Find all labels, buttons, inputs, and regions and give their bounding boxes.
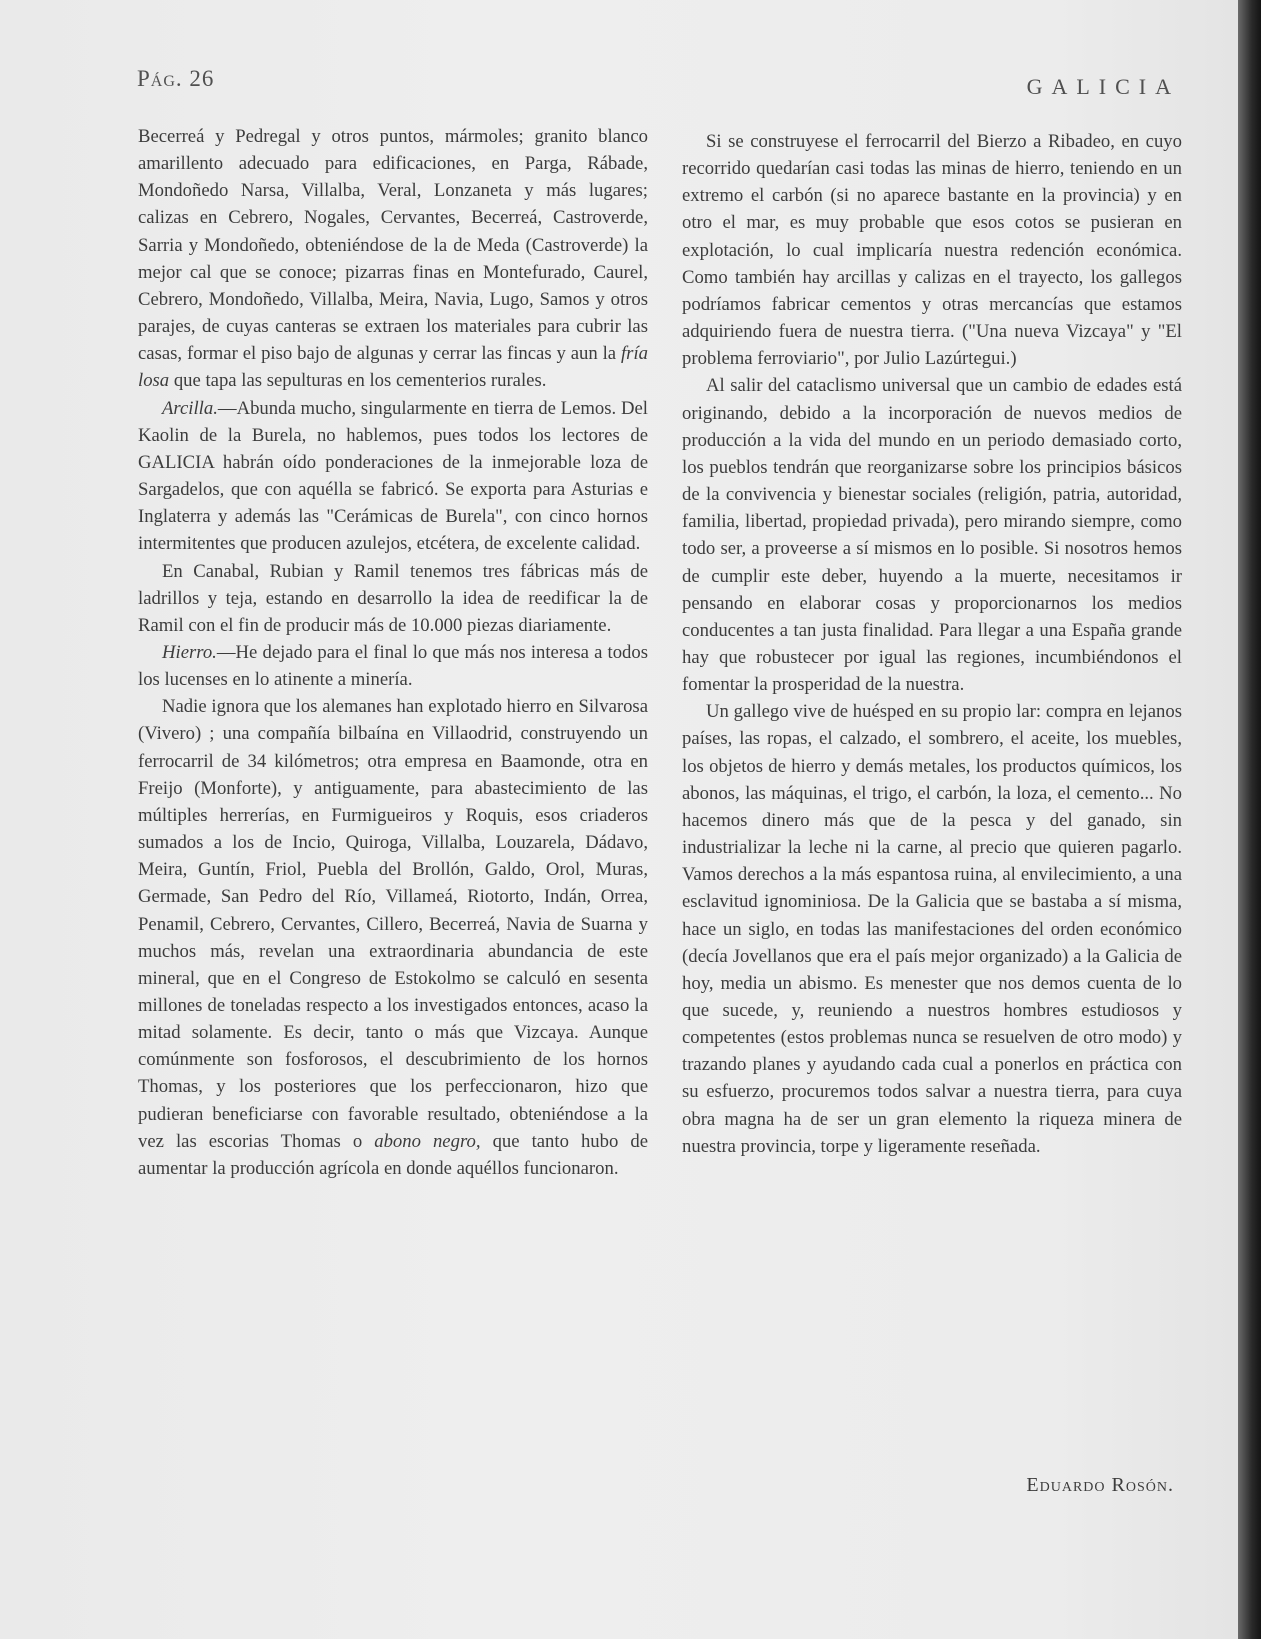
paragraph-ferrocarril: [682, 128, 1182, 372]
paragraph-text: Al salir del cataclismo universal que un cambio de edades está originando, debido a la incorporación de nuevos medios de producción a la vida del mundo en un periodo demasiado corto, los pueblos tendrán que reorganizarse sobre los principios básicos de la convivencia y bienestar sociales (religión, patria, autoridad, familia, libertad, propiedad privada), pero mirando siempre, como todo ser, a proveerse a sí mismos en lo posible. Si nosotros hemos de cumplir este deber, huyendo a la muerte, necesitamos ir pensando en elaborar cosas y proporcionarnos los medios conducentes a tan justa finalidad. Para llegar a una España grande hay que robustecer por igual las regiones, incumbiéndonos el fomentar la prosperidad de la nuestra.: [682, 375, 1182, 696]
paragraph-ladrillos: [138, 558, 648, 639]
paragraph-minerals: [138, 123, 648, 395]
paragraph-text: Si se construyese el ferrocarril del Bierzo a Ribadeo, en cuyo recorrido quedarían casi todas las minas de hierro, teniendo en un extremo el carbón (si no aparece bastante en la provincia) y en otro el mar, es muy probable que esos cotos se pusieran en explotación, lo cual implicaría nuestra redención económica. Como también hay arcillas y calizas en el trayecto, los gallegos podríamos fabricar cementos y otras mercancías que estamos adquiriendo fuera de nuestra tierra. ("Una nueva Vizcaya" y "El problema ferroviario", por Julio Lazúrtegui.): [682, 131, 1182, 370]
italic-phrase: abono negro,: [374, 1130, 481, 1152]
left-column: [138, 123, 648, 1182]
italic-phrase: fría losa: [138, 343, 648, 392]
page-number: Pág. 26: [137, 66, 215, 91]
paragraph-yacimientos: [138, 693, 648, 1182]
paragraph-text: que tanto hubo de aumentar la producción agrícola en donde aquéllos funcionaron.: [138, 1130, 649, 1179]
paragraph-text: —He dejado para el final lo que más nos interesa a todos los lucenses en lo atinente a minería.: [138, 641, 648, 691]
right-column: [682, 128, 1182, 1160]
paragraph-text: que tapa las sepulturas en los cementerios rurales.: [169, 370, 547, 392]
paragraph-cataclismo: [682, 372, 1182, 698]
paragraph-arcilla: [138, 395, 648, 558]
paragraph-text: En Canabal, Rubian y Ramil tenemos tres fábricas más de ladrillos y teja, estando en desarrollo la idea de reedificar la de Ramil con el fin de producir más de 10.000 piezas diariamente.: [138, 560, 648, 636]
author-signature: Eduardo Rosón.: [1026, 1474, 1174, 1496]
paragraph-text: Nadie ignora que los alemanes han explotado hierro en Silvarosa (Vivero) ; una compañía bilbaína en Villaodrid, construyendo un ferrocarril de 34 kilómetros; otra empresa en Baamonde, otra en Freijo (Monforte), y antiguamente, para abastecimiento de las múltiples herrerías, en Furmigueiros y Roquis, esos criaderos sumados a los de Incio, Quiroga, Villalba, Louzarela, Dádavo, Meira, Guntín, Friol, Puebla del Brollón, Galdo, Orol, Muras, Germade, San Pedro del Río, Villameá, Riotorto, Indán, Orrea, Penamil, Cebrero, Cervantes, Cillero, Becerreá, Navia de Suarna y muchos más, revelan una extraordinaria abundancia de este mineral, que en el Congreso de Estokolmo se calculó en sesenta millones de toneladas respecto a los investigados entonces, acaso la mitad solamente. Es decir, tanto o más que Vizcaya. Aunque comúnmente son fosforosos, el descubrimiento de los hornos Thomas, y los posteriores que los perfeccionaron, hizo que pudieran beneficiarse con favorable resultado, obteniéndose a la vez las escorias Thomas o: [138, 696, 648, 1152]
section-heading-arcilla: Arcilla.: [162, 397, 218, 419]
running-head-title: GALICIA: [1026, 74, 1180, 99]
paragraph-text: Un gallego vive de huésped en su propio lar: compra en lejanos países, las ropas, el calzado, el sombrero, el aceite, los muebles, los objetos de hierro y demás metales, los productos químicos, los abonos, las máquinas, el trigo, el carbón, la loza, el cemento... No hacemos dinero más que de la pesca y del ganado, sin industrializar la leche ni la carne, al precio que quieren pagarlo. Vamos derechos a la más espantosa ruina, al envilecimiento, a una esclavitud ignominiosa. De la Galicia que se bastaba a sí misma, hace un siglo, en todas las manifestaciones del orden económico (decía Jovellanos que era el país mejor organizado) a la Galicia de hoy, media un abismo. Es menester que nos demos cuenta de lo que sucede, y, reuniendo a nuestros hombres estudiosos y competentes (estos problemas nunca se resuelven de otro modo) y trazando planes y ayudando cada cual a ponerlos en práctica con su esfuerzo, procuremos todos salvar a nuestra tierra, para cuya obra magna ha de ser un gran elemento la riqueza minera de nuestra provincia, torpe y ligeramente reseñada.: [682, 701, 1182, 1157]
section-heading-hierro: Hierro.: [162, 641, 217, 663]
paragraph-gallego: [682, 698, 1182, 1160]
paragraph-text: —Abunda mucho, singularmente en tierra de Lemos. Del Kaolin de la Burela, no hablemos, pues todos los lectores de GALICIA habrán oído ponderaciones de la inmejorable loza de Sargadelos, que con aquélla se fabricó. Se exporta para Asturias e Inglaterra y además las "Cerámicas de Burela", con cinco hornos intermitentes que producen azulejos, etcétera, de excelente calidad.: [138, 397, 648, 555]
paragraph-text: Becerreá y Pedregal y otros puntos, mármoles; granito blanco amarillento adecuado para edificaciones, en Parga, Rábade, Mondoñedo Narsa, Villalba, Veral, Lonzaneta y más lugares; calizas en Cebrero, Nogales, Cervantes, Becerreá, Castroverde, Sarria y Mondoñedo, obteniéndose de la de Meda (Castroverde) la mejor cal que se conoce; pizarras finas en Montefurado, Caurel, Cebrero, Mondoñedo, Villalba, Meira, Navia, Lugo, Samos y otros parajes, de cuyas canteras se extraen los materiales para cubrir las casas, formar el piso bajo de algunas y cerrar las fincas y aun la: [138, 126, 648, 365]
page-edge-shadow: [1238, 0, 1261, 1639]
paragraph-hierro: [138, 639, 648, 693]
